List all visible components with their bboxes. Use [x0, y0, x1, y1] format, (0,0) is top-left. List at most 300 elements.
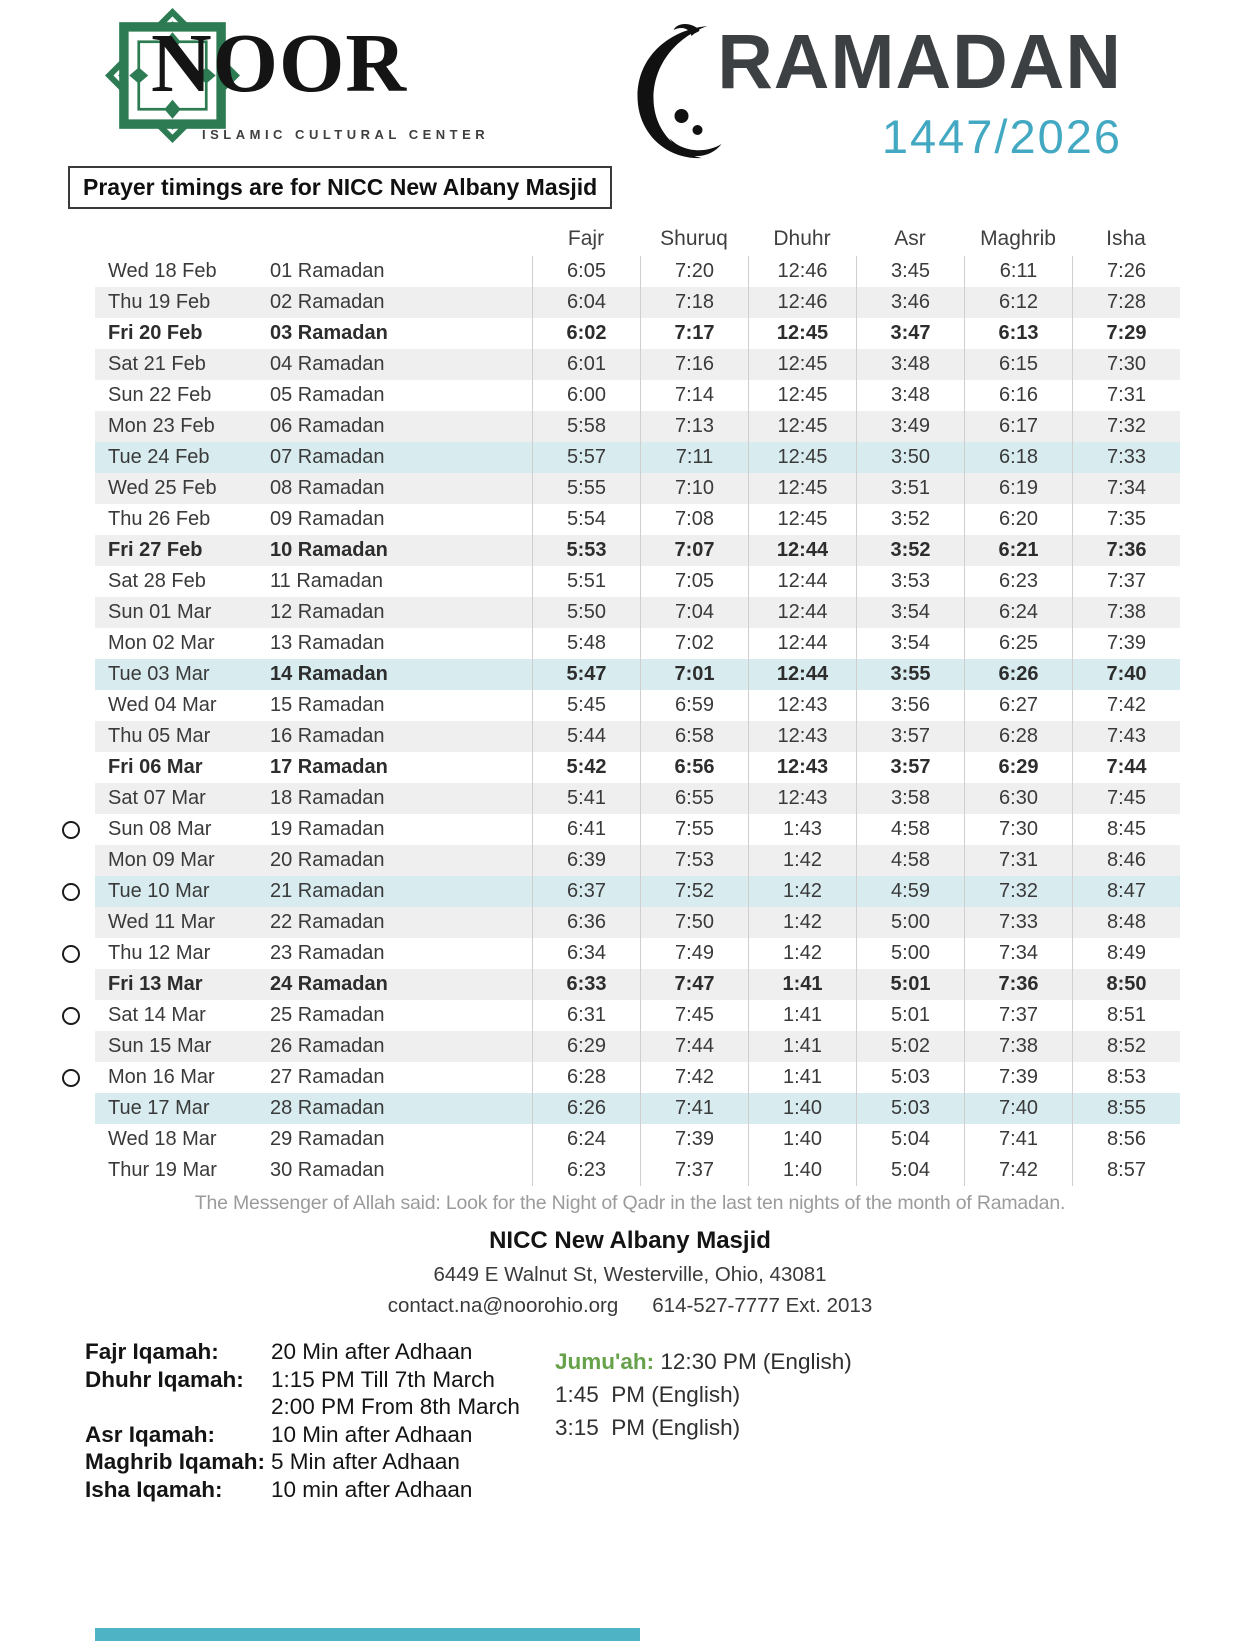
iqamah-value: 10 min after Adhaan	[271, 1476, 473, 1502]
ramadan-day-cell: 07 Ramadan	[270, 446, 385, 468]
time-cell-asr: 3:49	[856, 411, 964, 442]
time-cell-shuruq: 7:41	[640, 1093, 748, 1124]
time-cell-fajr: 5:53	[532, 535, 640, 566]
night-of-qadr-quote: The Messenger of Allah said: Look for the Night of Qadr in the last ten nights of the month of Ramadan.	[194, 1192, 1066, 1214]
prayer-times-table	[95, 222, 1180, 1186]
time-cell-maghrib: 7:33	[964, 907, 1072, 938]
table-row	[95, 783, 1180, 814]
time-cell-isha: 7:33	[1072, 442, 1180, 473]
time-cell-maghrib: 6:28	[964, 721, 1072, 752]
table-row	[95, 535, 1180, 566]
table-row	[95, 752, 1180, 783]
contact-phone: 614-527-7777 Ext. 2013	[652, 1294, 873, 1317]
ramadan-day-cell: 15 Ramadan	[270, 694, 385, 716]
table-row	[95, 566, 1180, 597]
table-row	[95, 628, 1180, 659]
time-cell-shuruq: 7:39	[640, 1124, 748, 1155]
time-cell-isha: 8:52	[1072, 1031, 1180, 1062]
ramadan-day-cell: 10 Ramadan	[270, 539, 388, 561]
time-cell-fajr: 6:23	[532, 1155, 640, 1186]
time-cell-dhuhr: 1:40	[748, 1093, 856, 1124]
iqamah-label: Maghrib Iqamah:	[85, 1449, 266, 1474]
table-row	[95, 597, 1180, 628]
table-row	[95, 411, 1180, 442]
time-cell-asr: 5:03	[856, 1093, 964, 1124]
ramadan-day-cell: 12 Ramadan	[270, 601, 385, 623]
time-cell-isha: 8:55	[1072, 1093, 1180, 1124]
time-cell-maghrib: 6:29	[964, 752, 1072, 783]
time-cell-maghrib: 6:27	[964, 690, 1072, 721]
time-cell-fajr: 6:36	[532, 907, 640, 938]
ramadan-day-cell: 21 Ramadan	[270, 880, 385, 902]
jumuah-schedule	[555, 1345, 852, 1444]
timings-banner: Prayer timings are for NICC New Albany Masjid	[68, 166, 612, 209]
iqamah-label: Fajr Iqamah:	[85, 1339, 219, 1364]
odd-night-circle-icon	[62, 821, 80, 839]
time-cell-isha: 8:48	[1072, 907, 1180, 938]
time-cell-asr: 4:58	[856, 845, 964, 876]
time-cell-fajr: 6:33	[532, 969, 640, 1000]
ramadan-day-cell: 04 Ramadan	[270, 353, 385, 375]
ramadan-day-cell: 03 Ramadan	[270, 322, 388, 344]
time-cell-dhuhr: 12:44	[748, 628, 856, 659]
time-cell-shuruq: 7:16	[640, 349, 748, 380]
page-title: RAMADAN	[717, 19, 1122, 105]
time-cell-fajr: 5:47	[532, 659, 640, 690]
time-cell-maghrib: 6:17	[964, 411, 1072, 442]
masjid-address: 6449 E Walnut St, Westerville, Ohio, 43081	[433, 1263, 827, 1286]
time-cell-fajr: 6:04	[532, 287, 640, 318]
time-cell-dhuhr: 12:43	[748, 783, 856, 814]
time-cell-dhuhr: 12:44	[748, 597, 856, 628]
time-cell-isha: 7:39	[1072, 628, 1180, 659]
time-cell-dhuhr: 1:42	[748, 938, 856, 969]
table-row	[95, 473, 1180, 504]
date-cell: Thur 19 Mar	[108, 1159, 217, 1181]
time-cell-fajr: 6:28	[532, 1062, 640, 1093]
time-cell-maghrib: 7:38	[964, 1031, 1072, 1062]
time-cell-fajr: 6:24	[532, 1124, 640, 1155]
time-cell-isha: 7:43	[1072, 721, 1180, 752]
time-cell-fajr: 6:37	[532, 876, 640, 907]
ramadan-day-cell: 06 Ramadan	[270, 415, 385, 437]
date-cell: Wed 25 Feb	[108, 477, 217, 499]
time-cell-asr: 3:57	[856, 721, 964, 752]
time-cell-isha: 8:53	[1072, 1062, 1180, 1093]
time-cell-shuruq: 7:44	[640, 1031, 748, 1062]
date-cell: Fri 20 Feb	[108, 322, 203, 344]
time-cell-asr: 5:04	[856, 1124, 964, 1155]
date-cell: Sat 14 Mar	[108, 1004, 206, 1026]
time-cell-dhuhr: 12:46	[748, 287, 856, 318]
time-cell-asr: 3:51	[856, 473, 964, 504]
time-cell-fajr: 6:01	[532, 349, 640, 380]
ramadan-day-cell: 02 Ramadan	[270, 291, 385, 313]
date-cell: Sat 28 Feb	[108, 570, 206, 592]
time-cell-dhuhr: 12:44	[748, 659, 856, 690]
column-header-dhuhr: Dhuhr	[773, 227, 831, 250]
date-cell: Sun 01 Mar	[108, 601, 212, 623]
logo-tagline: ISLAMIC CULTURAL CENTER	[202, 127, 490, 142]
table-row	[95, 814, 1180, 845]
table-row	[95, 504, 1180, 535]
iqamah-line	[85, 1338, 520, 1366]
ramadan-day-cell: 30 Ramadan	[270, 1159, 385, 1181]
time-cell-maghrib: 6:19	[964, 473, 1072, 504]
time-cell-isha: 8:45	[1072, 814, 1180, 845]
column-header-maghrib: Maghrib	[980, 227, 1056, 250]
time-cell-shuruq: 7:05	[640, 566, 748, 597]
ramadan-day-cell: 20 Ramadan	[270, 849, 385, 871]
time-cell-dhuhr: 1:42	[748, 876, 856, 907]
ramadan-day-cell: 29 Ramadan	[270, 1128, 385, 1150]
time-cell-shuruq: 7:11	[640, 442, 748, 473]
column-header-asr: Asr	[894, 227, 926, 250]
time-cell-shuruq: 7:50	[640, 907, 748, 938]
time-cell-fajr: 6:41	[532, 814, 640, 845]
time-cell-asr: 3:48	[856, 349, 964, 380]
time-cell-isha: 8:46	[1072, 845, 1180, 876]
time-cell-isha: 7:42	[1072, 690, 1180, 721]
table-row	[95, 287, 1180, 318]
time-cell-dhuhr: 12:45	[748, 349, 856, 380]
table-row	[95, 1000, 1180, 1031]
time-cell-asr: 3:57	[856, 752, 964, 783]
time-cell-maghrib: 6:18	[964, 442, 1072, 473]
time-cell-isha: 7:44	[1072, 752, 1180, 783]
odd-night-circle-icon	[62, 1069, 80, 1087]
time-cell-fajr: 5:58	[532, 411, 640, 442]
time-cell-dhuhr: 12:45	[748, 380, 856, 411]
time-cell-asr: 3:48	[856, 380, 964, 411]
iqamah-value: 5 Min after Adhaan	[271, 1449, 460, 1474]
date-cell: Tue 17 Mar	[108, 1097, 210, 1119]
date-cell: Fri 27 Feb	[108, 539, 203, 561]
time-cell-shuruq: 7:13	[640, 411, 748, 442]
date-cell: Thu 19 Feb	[108, 291, 211, 313]
jumuah-label: Jumu'ah:	[555, 1349, 655, 1374]
time-cell-dhuhr: 1:41	[748, 969, 856, 1000]
time-cell-maghrib: 7:40	[964, 1093, 1072, 1124]
time-cell-shuruq: 7:53	[640, 845, 748, 876]
jumuah-time-3: 3:15 PM (English)	[555, 1415, 741, 1440]
iqamah-label: Isha Iqamah:	[85, 1476, 223, 1502]
time-cell-asr: 3:55	[856, 659, 964, 690]
jumuah-time-2: 1:45 PM (English)	[555, 1382, 741, 1407]
ramadan-day-cell: 01 Ramadan	[270, 260, 385, 282]
table-row	[95, 1124, 1180, 1155]
time-cell-fajr: 5:41	[532, 783, 640, 814]
time-cell-isha: 7:29	[1072, 318, 1180, 349]
time-cell-isha: 8:57	[1072, 1155, 1180, 1186]
time-cell-dhuhr: 1:40	[748, 1155, 856, 1186]
ramadan-day-cell: 09 Ramadan	[270, 508, 385, 530]
iqamah-value: 2:00 PM From 8th March	[271, 1394, 520, 1419]
time-cell-shuruq: 6:56	[640, 752, 748, 783]
table-row	[95, 876, 1180, 907]
time-cell-asr: 3:45	[856, 256, 964, 287]
time-cell-shuruq: 7:17	[640, 318, 748, 349]
time-cell-dhuhr: 12:45	[748, 318, 856, 349]
time-cell-shuruq: 6:55	[640, 783, 748, 814]
time-cell-dhuhr: 12:45	[748, 473, 856, 504]
ramadan-day-cell: 14 Ramadan	[270, 663, 388, 685]
ramadan-day-cell: 27 Ramadan	[270, 1066, 385, 1088]
time-cell-shuruq: 7:49	[640, 938, 748, 969]
time-cell-maghrib: 7:34	[964, 938, 1072, 969]
time-cell-isha: 7:35	[1072, 504, 1180, 535]
table-row	[95, 938, 1180, 969]
time-cell-fajr: 5:51	[532, 566, 640, 597]
time-cell-asr: 3:52	[856, 535, 964, 566]
time-cell-fajr: 6:02	[532, 318, 640, 349]
time-cell-maghrib: 6:16	[964, 380, 1072, 411]
odd-night-circle-icon	[62, 1007, 80, 1025]
iqamah-line	[85, 1421, 520, 1449]
time-cell-isha: 7:40	[1072, 659, 1180, 690]
time-cell-dhuhr: 12:44	[748, 535, 856, 566]
time-cell-dhuhr: 1:40	[748, 1124, 856, 1155]
date-cell: Mon 23 Feb	[108, 415, 215, 437]
date-cell: Fri 13 Mar	[108, 973, 203, 995]
table-row	[95, 318, 1180, 349]
date-cell: Sat 21 Feb	[108, 353, 206, 375]
table-row	[95, 1062, 1180, 1093]
time-cell-dhuhr: 12:43	[748, 752, 856, 783]
time-cell-maghrib: 6:13	[964, 318, 1072, 349]
time-cell-asr: 5:04	[856, 1155, 964, 1186]
date-cell: Thu 12 Mar	[108, 942, 211, 964]
table-row	[95, 845, 1180, 876]
iqamah-value: 1:15 PM Till 7th March	[271, 1366, 495, 1392]
time-cell-isha: 7:37	[1072, 566, 1180, 597]
time-cell-maghrib: 6:20	[964, 504, 1072, 535]
time-cell-shuruq: 7:01	[640, 659, 748, 690]
time-cell-fajr: 5:54	[532, 504, 640, 535]
time-cell-maghrib: 7:31	[964, 845, 1072, 876]
time-cell-shuruq: 7:14	[640, 380, 748, 411]
time-cell-shuruq: 7:55	[640, 814, 748, 845]
time-cell-shuruq: 6:58	[640, 721, 748, 752]
jumuah-line-1	[555, 1345, 852, 1378]
time-cell-asr: 4:58	[856, 814, 964, 845]
time-cell-asr: 5:03	[856, 1062, 964, 1093]
table-row	[95, 907, 1180, 938]
time-cell-asr: 4:59	[856, 876, 964, 907]
time-cell-maghrib: 6:26	[964, 659, 1072, 690]
time-cell-maghrib: 6:24	[964, 597, 1072, 628]
time-cell-isha: 7:26	[1072, 256, 1180, 287]
time-cell-asr: 3:58	[856, 783, 964, 814]
time-cell-shuruq: 7:08	[640, 504, 748, 535]
time-cell-dhuhr: 1:43	[748, 814, 856, 845]
time-cell-asr: 3:47	[856, 318, 964, 349]
date-cell: Thu 05 Mar	[108, 725, 211, 747]
date-cell: Tue 10 Mar	[108, 880, 210, 902]
time-cell-dhuhr: 12:44	[748, 566, 856, 597]
date-cell: Sun 15 Mar	[108, 1035, 212, 1057]
time-cell-fajr: 5:57	[532, 442, 640, 473]
date-cell: Mon 09 Mar	[108, 849, 215, 871]
time-cell-dhuhr: 1:42	[748, 845, 856, 876]
time-cell-asr: 3:56	[856, 690, 964, 721]
time-cell-asr: 3:52	[856, 504, 964, 535]
time-cell-asr: 5:02	[856, 1031, 964, 1062]
date-cell: Wed 11 Mar	[108, 911, 216, 933]
iqamah-line	[85, 1366, 520, 1394]
time-cell-fajr: 5:42	[532, 752, 640, 783]
time-cell-isha: 7:36	[1072, 535, 1180, 566]
date-cell: Thu 26 Feb	[108, 508, 211, 530]
column-header-shuruq: Shuruq	[660, 227, 728, 250]
iqamah-line	[85, 1476, 520, 1504]
time-cell-shuruq: 7:02	[640, 628, 748, 659]
date-cell: Mon 16 Mar	[108, 1066, 215, 1088]
date-cell: Mon 02 Mar	[108, 632, 215, 654]
time-cell-asr: 5:01	[856, 1000, 964, 1031]
contact-line	[0, 1294, 1260, 1318]
bottom-accent-bar	[95, 1628, 640, 1641]
time-cell-maghrib: 7:36	[964, 969, 1072, 1000]
date-cell: Sun 08 Mar	[108, 818, 212, 840]
time-cell-fajr: 5:44	[532, 721, 640, 752]
time-cell-isha: 7:32	[1072, 411, 1180, 442]
table-header-row	[95, 222, 1180, 256]
table-row	[95, 1155, 1180, 1186]
table-row	[95, 380, 1180, 411]
time-cell-asr: 5:00	[856, 907, 964, 938]
time-cell-shuruq: 7:47	[640, 969, 748, 1000]
time-cell-shuruq: 7:45	[640, 1000, 748, 1031]
time-cell-shuruq: 7:20	[640, 256, 748, 287]
time-cell-maghrib: 6:21	[964, 535, 1072, 566]
ramadan-day-cell: 13 Ramadan	[270, 632, 385, 654]
time-cell-dhuhr: 1:42	[748, 907, 856, 938]
time-cell-maghrib: 6:30	[964, 783, 1072, 814]
odd-night-circle-icon	[62, 945, 80, 963]
iqamah-label: Asr Iqamah:	[85, 1421, 216, 1447]
time-cell-maghrib: 6:11	[964, 256, 1072, 287]
iqamah-label: Dhuhr Iqamah:	[85, 1366, 244, 1392]
date-cell: Wed 04 Mar	[108, 694, 217, 716]
time-cell-shuruq: 7:07	[640, 535, 748, 566]
table-row	[95, 690, 1180, 721]
time-cell-isha: 7:28	[1072, 287, 1180, 318]
hijri-gregorian-year: 1447/2026	[881, 110, 1122, 163]
ramadan-day-cell: 28 Ramadan	[270, 1097, 385, 1119]
ramadan-day-cell: 23 Ramadan	[270, 942, 385, 964]
time-cell-fajr: 5:50	[532, 597, 640, 628]
time-cell-fajr: 6:00	[532, 380, 640, 411]
time-cell-isha: 8:50	[1072, 969, 1180, 1000]
time-cell-isha: 7:30	[1072, 349, 1180, 380]
iqamah-value: 10 Min after Adhaan	[271, 1421, 473, 1447]
time-cell-maghrib: 6:25	[964, 628, 1072, 659]
table-row	[95, 659, 1180, 690]
time-cell-isha: 7:38	[1072, 597, 1180, 628]
jumuah-time-1: 12:30 PM (English)	[660, 1349, 852, 1374]
time-cell-dhuhr: 1:41	[748, 1031, 856, 1062]
ramadan-day-cell: 16 Ramadan	[270, 725, 385, 747]
time-cell-shuruq: 6:59	[640, 690, 748, 721]
time-cell-isha: 7:45	[1072, 783, 1180, 814]
masjid-name: NICC New Albany Masjid	[489, 1227, 771, 1254]
time-cell-shuruq: 7:04	[640, 597, 748, 628]
ramadan-day-cell: 19 Ramadan	[270, 818, 385, 840]
time-cell-fajr: 5:55	[532, 473, 640, 504]
time-cell-asr: 3:54	[856, 628, 964, 659]
time-cell-isha: 8:56	[1072, 1124, 1180, 1155]
ramadan-day-cell: 08 Ramadan	[270, 477, 385, 499]
ramadan-day-cell: 05 Ramadan	[270, 384, 385, 406]
time-cell-maghrib: 7:41	[964, 1124, 1072, 1155]
date-cell: Fri 06 Mar	[108, 756, 203, 778]
time-cell-asr: 3:50	[856, 442, 964, 473]
ramadan-day-cell: 18 Ramadan	[270, 787, 385, 809]
table-row	[95, 442, 1180, 473]
time-cell-maghrib: 7:42	[964, 1155, 1072, 1186]
table-body	[95, 256, 1180, 1186]
time-cell-asr: 3:46	[856, 287, 964, 318]
contact-email: contact.na@noorohio.org	[387, 1294, 619, 1317]
time-cell-dhuhr: 12:45	[748, 442, 856, 473]
ramadan-day-cell: 11 Ramadan	[270, 570, 384, 592]
time-cell-asr: 3:53	[856, 566, 964, 597]
ramadan-day-cell: 22 Ramadan	[270, 911, 385, 933]
time-cell-isha: 7:34	[1072, 473, 1180, 504]
time-cell-maghrib: 7:32	[964, 876, 1072, 907]
time-cell-dhuhr: 1:41	[748, 1062, 856, 1093]
time-cell-maghrib: 7:30	[964, 814, 1072, 845]
time-cell-asr: 3:54	[856, 597, 964, 628]
date-cell: Wed 18 Mar	[108, 1128, 217, 1150]
column-header-isha: Isha	[1106, 227, 1146, 250]
time-cell-fajr: 6:39	[532, 845, 640, 876]
table-row	[95, 256, 1180, 287]
time-cell-dhuhr: 12:45	[748, 411, 856, 442]
time-cell-asr: 5:01	[856, 969, 964, 1000]
time-cell-asr: 5:00	[856, 938, 964, 969]
date-cell: Tue 03 Mar	[108, 663, 210, 685]
time-cell-dhuhr: 12:46	[748, 256, 856, 287]
iqamah-value: 20 Min after Adhaan	[271, 1339, 473, 1364]
time-cell-isha: 8:47	[1072, 876, 1180, 907]
date-cell: Wed 18 Feb	[108, 260, 217, 282]
header-title-block	[717, 19, 1122, 164]
time-cell-shuruq: 7:18	[640, 287, 748, 318]
table-row	[95, 1031, 1180, 1062]
table-row	[95, 1093, 1180, 1124]
iqamah-line	[85, 1393, 520, 1421]
noor-logo	[105, 8, 490, 156]
date-cell: Tue 24 Feb	[108, 446, 210, 468]
column-header-fajr: Fajr	[567, 227, 605, 250]
time-cell-dhuhr: 12:43	[748, 690, 856, 721]
time-cell-maghrib: 6:23	[964, 566, 1072, 597]
time-cell-fajr: 6:26	[532, 1093, 640, 1124]
ramadan-day-cell: 17 Ramadan	[270, 756, 388, 778]
iqamah-schedule	[85, 1338, 520, 1503]
table-row	[95, 721, 1180, 752]
time-cell-maghrib: 7:39	[964, 1062, 1072, 1093]
date-cell: Sun 22 Feb	[108, 384, 212, 406]
time-cell-shuruq: 7:42	[640, 1062, 748, 1093]
time-cell-fajr: 6:31	[532, 1000, 640, 1031]
time-cell-maghrib: 6:15	[964, 349, 1072, 380]
time-cell-fajr: 6:29	[532, 1031, 640, 1062]
time-cell-fajr: 5:48	[532, 628, 640, 659]
time-cell-fajr: 6:34	[532, 938, 640, 969]
